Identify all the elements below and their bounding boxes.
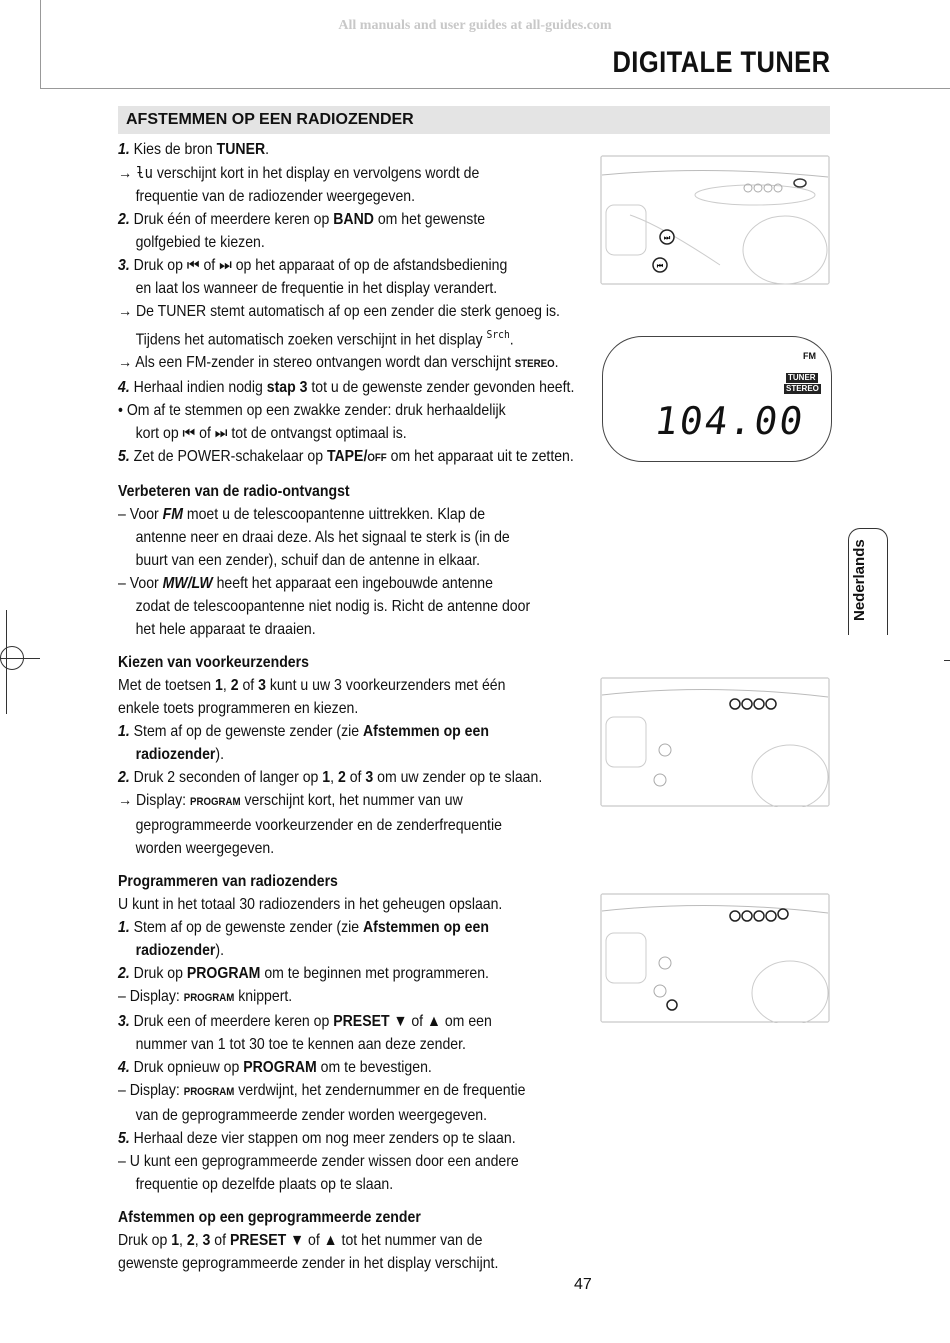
section-title: AFSTEMMEN OP EEN RADIOZENDER: [126, 111, 414, 128]
language-tab-label: Nederlands: [851, 539, 868, 621]
step-line: 1. Kies de bron TUNER.: [118, 141, 270, 158]
text-line: nummer van 1 tot 30 toe te kennen aan deze zender.: [135, 1036, 466, 1054]
registration-mark: [0, 646, 24, 670]
subheading: Kiezen van voorkeurzenders: [118, 654, 309, 672]
text-line: – Voor MW/LW heeft het apparaat een ingebouwde antenne: [118, 575, 493, 593]
text-line: frequentie op dezelfde plaats op te slaan.: [135, 1176, 394, 1194]
text-line: – Voor FM moet u de telescoopantenne uittrekken. Klap de: [118, 506, 486, 524]
step-line: 4. Herhaal indien nodig stap 3 tot u de gewenste zender gevonden heeft.: [118, 379, 575, 397]
header-rule: [40, 88, 950, 89]
subheading: Verbeteren van de radio-ontvangst: [118, 483, 350, 501]
text-line: kort op ⏮ of ⏭ tot de ontvangst optimaal is.: [135, 425, 407, 443]
instructions-column: [118, 138, 598, 1275]
text-line: Tijdens het automatisch zoeken verschijnt in het display $^{Srch}$.: [135, 328, 514, 349]
step-line: 2. Druk op PROGRAM om te beginnen met programmeren.: [118, 965, 489, 983]
watermark: All manuals and user guides at all-guides.com: [338, 18, 612, 33]
step-line: 2. Druk één of meerdere keren op BAND om het gewenste: [118, 211, 486, 228]
text-line: – U kunt een geprogrammeerde zender wissen door een andere: [118, 1153, 519, 1171]
text-line: golfgebied te kiezen.: [135, 234, 265, 251]
device-illustration-tuning: [600, 155, 830, 285]
text-line: antenne neer en draai deze. Als het signaal te sterk is (in de: [135, 529, 510, 547]
step-line: 5. Herhaal deze vier stappen om nog meer zenders op te slaan.: [118, 1130, 516, 1148]
text-line: het hele apparaat te draaien.: [135, 621, 316, 639]
text-line: – Display: PROGRAM knippert.: [118, 988, 293, 1006]
result-line: → Display: PROGRAM verschijnt kort, het nummer van uw: [118, 792, 463, 810]
text-line: zodat de telescoopantenne niet nodig is. Richt de antenne door: [135, 598, 531, 616]
page-number: 47: [574, 1276, 592, 1293]
text-line: radiozender).: [135, 942, 225, 960]
page-frame-line: [40, 0, 41, 88]
page-header-title: DIGITALE TUNER: [612, 46, 830, 79]
device-illustration-program: [600, 893, 830, 1023]
text-line: U kunt in het totaal 30 radiozenders in het geheugen opslaan.: [118, 896, 503, 914]
step-line: 3. Druk een of meerdere keren op PRESET ▼ of ▲ om een: [118, 1013, 492, 1031]
text-line: frequentie van de radiozender weergegeven.: [135, 188, 416, 205]
stereo-indicator: STEREO: [786, 384, 819, 393]
text-line: buurt van een zender), schuif dan de antenne in elkaar.: [135, 552, 481, 570]
svg-text:⏭: ⏭: [663, 234, 671, 242]
result-line: → ƚu verschijnt kort in het display en vervolgens wordt de: [118, 163, 480, 182]
text-line: Druk op 1, 2, 3 of PRESET ▼ of ▲ tot het nummer van de: [118, 1232, 483, 1250]
text-line: gewenste geprogrammeerde zender in het display verschijnt.: [118, 1255, 499, 1273]
text-line: geprogrammeerde voorkeurzender en de zenderfrequentie: [135, 817, 502, 835]
frequency-readout: 104.00: [651, 399, 808, 443]
step-line: 3. Druk op ⏮ of ⏭ op het apparaat of op de afstandsbediening: [118, 257, 508, 274]
text-line: – Display: PROGRAM verdwijnt, het zendernummer en de frequentie: [118, 1082, 526, 1100]
tuner-indicator: TUNER: [788, 373, 816, 382]
band-indicator: FM: [803, 351, 816, 361]
text-line: • Om af te stemmen op een zwakke zender: druk herhaaldelijk: [118, 402, 506, 420]
lcd-display: [602, 336, 832, 462]
step-line: 4. Druk opnieuw op PROGRAM om te bevestigen.: [118, 1059, 432, 1077]
section-title-bar: [118, 106, 830, 134]
svg-text:⏮: ⏮: [656, 262, 664, 270]
step-line: 5. Zet de POWER-schakelaar op TAPE/OFF om het apparaat uit te zetten.: [118, 448, 574, 466]
text-line: radiozender).: [135, 746, 225, 764]
step-line: 1. Stem af op de gewenste zender (zie Afstemmen op een: [118, 919, 489, 937]
crop-mark: [944, 660, 950, 661]
device-illustration-presets: [600, 677, 830, 807]
subheading: Afstemmen op een geprogrammeerde zender: [118, 1209, 421, 1227]
result-line: → De TUNER stemt automatisch af op een zender die sterk genoeg is.: [118, 303, 560, 320]
text-line: en laat los wanneer de frequentie in het display verandert.: [135, 280, 498, 297]
step-line: 1. Stem af op de gewenste zender (zie Afstemmen op een: [118, 723, 489, 741]
step-line: 2. Druk 2 seconden of langer op 1, 2 of 3 om uw zender op te slaan.: [118, 769, 543, 787]
language-tab: [848, 528, 888, 635]
result-line: → Als een FM-zender in stereo ontvangen wordt dan verschijnt STEREO.: [118, 354, 559, 372]
text-line: enkele toets programmeren en kiezen.: [118, 700, 359, 718]
text-line: van de geprogrammeerde zender worden weergegeven.: [135, 1107, 488, 1125]
text-line: worden weergegeven.: [135, 840, 275, 858]
subheading: Programmeren van radiozenders: [118, 873, 338, 891]
text-line: Met de toetsen 1, 2 of 3 kunt u uw 3 voorkeurzenders met één: [118, 677, 506, 695]
